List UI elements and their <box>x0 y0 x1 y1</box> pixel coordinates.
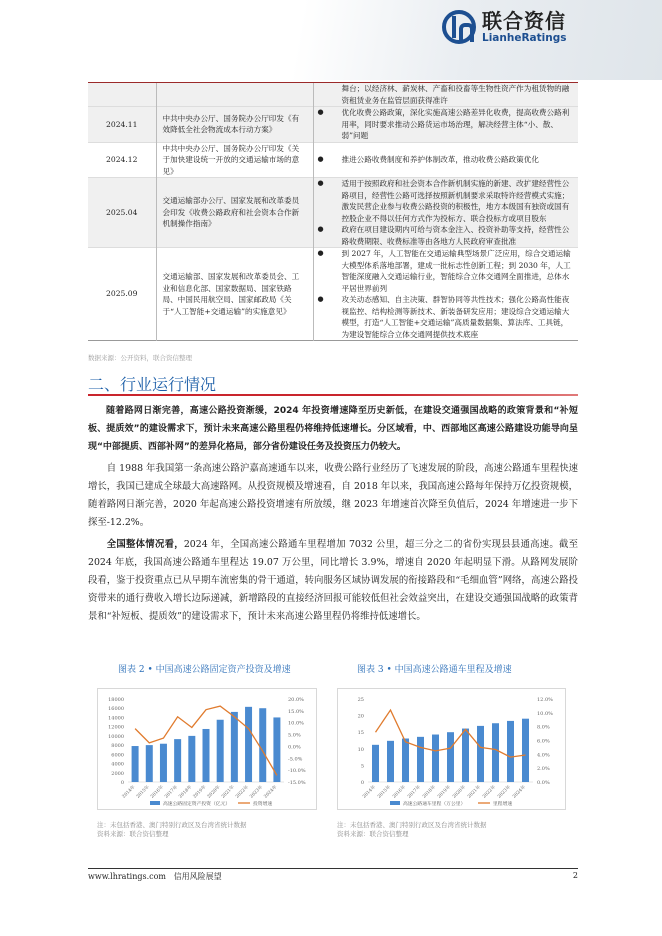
bar <box>522 719 529 782</box>
summary-paragraph: 随着路网日渐完善，高速公路投资渐缓，2024 年投资增速降至历史新低，在建设交通强国战略的政策背景和“补短板、提质效”的建设需求下，预计未来高速公路里程仍将维持低速增长。分区域看，中、西部地区高速公路建设功能导向呈现“中部提质、西部补网”的差异化格局，部分省份建设任务及投资压力仍较大。 <box>88 406 578 452</box>
y-tick-label: 6000 <box>111 752 124 759</box>
x-tick-label: 2023年 <box>497 784 512 800</box>
table-row <box>88 142 578 178</box>
paragraph-2: 自 1988 年我国第一条高速公路沪嘉高速通车以来，收费公路行业经历了飞速发展的阶段，高速公路通车里程快速增长，我国已建成全球最大高速路网。从投资规模及增速看，自 2018 年以来，我国高速公路每年保持万亿投资规模，随着路网日渐完善，2020 年起高速公路投资增速有所放缓，继 2023 年增速首次降至负值后，2024 年增速进一步下探至-12.2%。 <box>88 463 578 528</box>
bar <box>462 729 469 782</box>
x-tick-label: 2024年 <box>263 784 279 800</box>
y2-tick-label: -5.0% <box>288 756 303 763</box>
x-tick-label: 2017年 <box>407 784 422 800</box>
bar <box>188 736 195 782</box>
chart-2-title: 图表 2 • 中国高速公路固定资产投资及增速 <box>118 665 291 675</box>
y2-tick-label: 0.0% <box>537 780 550 786</box>
bar <box>402 739 409 782</box>
legend-line-label: 里程增速 <box>493 802 513 807</box>
row-point: ● 攻关动态感知、自主决策、群智协同等共性技术；强化公路高性能夜视监控、结构检测等新技术、新装备研发应用；建设综合交通运输大模型，打造“人工智能+交通运输”高质量数据集、算法库、工具链，为建设智能综合立体交通网提供技术底座 <box>320 294 573 340</box>
row-point: ● 政府在项目建设期内可给与资本金注入、投资补助等支持，经营性公路收费期限、收费标准等由各地方人民政府审查批准 <box>320 224 573 247</box>
bar <box>203 729 210 782</box>
row-point: ● 适用于按照政府和社会资本合作新机制实施的新建、改扩建经营性公路项目，经营性公路可选择按照新机制要求采取特许经营模式实施；激发民营企业参与收费公路投资的积极性，地方本级国有独资或国有控股企业不得以任何方式作为投标方、联合投标方或项目股东 <box>320 178 573 224</box>
y-tick-label: 15 <box>357 730 364 737</box>
y-tick-label: 14000 <box>108 715 124 722</box>
paragraph-3 <box>88 536 578 626</box>
y-tick-label: 0 <box>360 780 364 786</box>
x-tick-label: 2020年 <box>452 784 467 800</box>
y-tick-label: 25 <box>357 697 364 703</box>
row-issuer: 中共中央办公厅、国务院办公厅印发《关于加快建设统一开放的交通运输市场的意见》 <box>156 142 313 178</box>
y-tick-label: 5 <box>360 763 364 770</box>
y2-tick-label: -15.0% <box>288 780 306 786</box>
chart-mileage <box>337 688 566 810</box>
row-date: 2025.04 <box>88 178 156 248</box>
logo-cn: 联合资信 <box>482 9 566 33</box>
x-tick-label: 2021年 <box>467 784 482 800</box>
row-content <box>313 178 578 248</box>
x-tick-label: 2014年 <box>362 784 377 800</box>
x-tick-label: 2017年 <box>164 784 180 800</box>
row-issuer: 交通运输部、国家发展和改革委员会、工业和信息化部、国家数据局、国家铁路局、中国民用航空局、国家邮政局《关于“人工智能+交通运输”的实施意见》 <box>156 248 313 341</box>
section-body <box>88 402 578 630</box>
heading-rule <box>88 394 578 396</box>
bar <box>417 737 424 782</box>
footer-title: 信用风险展望 <box>173 872 222 881</box>
x-tick-label: 2022年 <box>235 784 250 800</box>
chart-3-note: 注：未包括香港、澳门特别行政区及台湾省统计数据 <box>337 821 487 829</box>
bar <box>492 723 499 782</box>
x-tick-label: 2021年 <box>220 784 236 800</box>
y-tick-label: 20 <box>357 713 364 720</box>
y2-tick-label: 12.0% <box>537 697 553 703</box>
y-tick-label: 0 <box>120 780 124 786</box>
bar <box>372 745 379 782</box>
x-tick-label: 2019年 <box>192 784 208 800</box>
y2-tick-label: 15.0% <box>288 708 304 715</box>
x-tick-label: 2023年 <box>249 784 265 800</box>
y2-tick-label: 10.0% <box>288 720 304 727</box>
bar <box>217 720 224 782</box>
paragraph-3-text: 2024 年，全国高速公路通车里程增加 7032 公里，超三分之二的省份实现县县通高速。截至 2024 年底，我国高速公路通车里程达 19.07 万公里，同比增长 3.9%，增速自 2020 年起明显下滑。从路网发展阶段看，鉴于投资重点已从早期车流密集的骨干通道，转向服务区域协调发展的衔接路段和“毛细血管”网络，高速公路投资带来的通行费收入增长边际递减，新增路段的直接经济回报可能较低但社会效益突出，在建设交通强国战略的政策背景和“补短板、提质效”的建设需求下，预计未来高速公路里程仍将维持低速增长。 <box>88 539 578 622</box>
y-tick-label: 12000 <box>108 724 124 731</box>
row-issuer: 中共中央办公厅、国务院办公厅印发《有效降低全社会物流成本行动方案》 <box>156 107 313 143</box>
row-date <box>88 83 156 107</box>
y-tick-label: 4000 <box>111 761 124 768</box>
chart-2-notes <box>97 821 247 839</box>
table-row <box>88 107 578 143</box>
row-issuer <box>156 83 313 107</box>
y2-tick-label: 8.0% <box>537 724 550 731</box>
y-tick-label: 18000 <box>108 697 124 703</box>
x-tick-label: 2018年 <box>422 784 437 800</box>
row-content <box>313 248 578 341</box>
x-tick-label: 2020年 <box>206 784 222 800</box>
bar <box>245 707 252 782</box>
page-number: 2 <box>572 871 578 880</box>
bar <box>259 708 266 782</box>
row-issuer: 交通运输部办公厅、国家发展和改革委员会印发《收费公路政府和社会资本合作新机制操作指南》 <box>156 178 313 248</box>
legend-bar-swatch <box>150 801 160 805</box>
row-date: 2024.12 <box>106 155 138 164</box>
table-row <box>88 248 578 341</box>
legend-bar-swatch <box>390 801 400 805</box>
y-tick-label: 16000 <box>108 706 124 713</box>
row-date: 2024.11 <box>88 107 156 143</box>
table-row <box>88 83 578 107</box>
chart-investment <box>97 688 317 810</box>
x-tick-label: 2014年 <box>121 784 137 800</box>
logo-en: LianheRatings <box>482 32 567 44</box>
bar <box>146 745 153 782</box>
chart-3-source: 资料来源：联合资信整理 <box>337 830 409 838</box>
bar <box>477 726 484 782</box>
x-tick-label: 2018年 <box>178 784 194 800</box>
row-content <box>313 83 578 107</box>
y2-tick-label: 2.0% <box>537 766 550 773</box>
y2-tick-label: 6.0% <box>537 738 550 745</box>
y-tick-label: 2000 <box>111 770 124 777</box>
x-tick-label: 2022年 <box>482 784 497 800</box>
y-tick-label: 8000 <box>111 743 124 750</box>
page-footer <box>88 868 578 882</box>
bar <box>132 746 139 782</box>
section-heading: 二、行业运行情况 <box>88 375 217 394</box>
row-point: ● 到 2027 年，人工智能在交通运输典型场景广泛应用，综合交通运输大模型体系落地部署，建成一批标志性创新工程；到 2030 年，人工智能深度融入交通运输行业，智能综合立体交通网全面推进，总体水平居世界前列 <box>320 248 573 294</box>
bar <box>447 732 454 782</box>
table-source: 数据来源：公开资料，联合资信整理 <box>88 354 192 362</box>
lianhe-logo <box>442 10 566 44</box>
y-tick-label: 10 <box>357 746 364 753</box>
row-content <box>313 142 578 178</box>
chart-2-note: 注：未包括香港、澳门特别行政区及台湾省统计数据 <box>97 821 247 829</box>
x-tick-label: 2015年 <box>377 784 392 800</box>
y2-tick-label: 0.0% <box>288 744 301 751</box>
legend-bar-label: 高速公路固定资产投资（亿元） <box>163 802 231 807</box>
bar <box>387 741 394 782</box>
bar <box>160 744 167 782</box>
row-point: ● 推进公路收费制度和养护体制改革，推动收费公路政策优化 <box>320 154 573 166</box>
y2-tick-label: 20.0% <box>288 697 304 703</box>
row-point: 舞台；以经济林、薪炭林、产畜和役畜等生物性资产作为租赁物的融资租赁业务在监管层面获得准许 <box>341 84 570 105</box>
y2-tick-label: -10.0% <box>288 768 306 775</box>
logo-mark-icon <box>442 10 476 44</box>
x-tick-label: 2016年 <box>392 784 407 800</box>
table-row <box>88 178 578 248</box>
bar <box>432 735 439 782</box>
x-tick-label: 2024年 <box>512 784 527 800</box>
chart-2-source: 资料来源：联合资信整理 <box>97 830 169 838</box>
legend-bar-label: 高速公路通车里程（万公里） <box>403 802 466 807</box>
bar <box>174 739 181 782</box>
x-tick-label: 2015年 <box>135 784 151 800</box>
chart-3-notes <box>337 821 487 839</box>
legend-line-label: 投资增速 <box>253 802 273 807</box>
y2-tick-label: 4.0% <box>537 752 550 759</box>
x-tick-label: 2019年 <box>437 784 452 800</box>
row-content <box>313 107 578 143</box>
row-point: ● 优化收费公路政策，深化实施高速公路差异化收费，提高收费公路利用率，同时要求推动公路货运市场治理，解决经营主体“小、散、弱”问题 <box>320 107 573 142</box>
row-date: 2025.09 <box>106 289 138 299</box>
x-tick-label: 2016年 <box>150 784 165 800</box>
bar <box>231 712 238 782</box>
y-tick-label: 10000 <box>108 733 124 740</box>
bar <box>507 721 514 782</box>
y2-tick-label: 5.0% <box>288 732 301 739</box>
chart-3-title: 图表 3 • 中国高速公路通车里程及增速 <box>357 665 512 675</box>
policy-table <box>88 83 578 341</box>
y2-tick-label: 10.0% <box>537 710 553 717</box>
footer-url[interactable]: www.lhratings.com <box>88 872 167 881</box>
paragraph-3-lead: 全国整体情况看， <box>106 539 184 550</box>
